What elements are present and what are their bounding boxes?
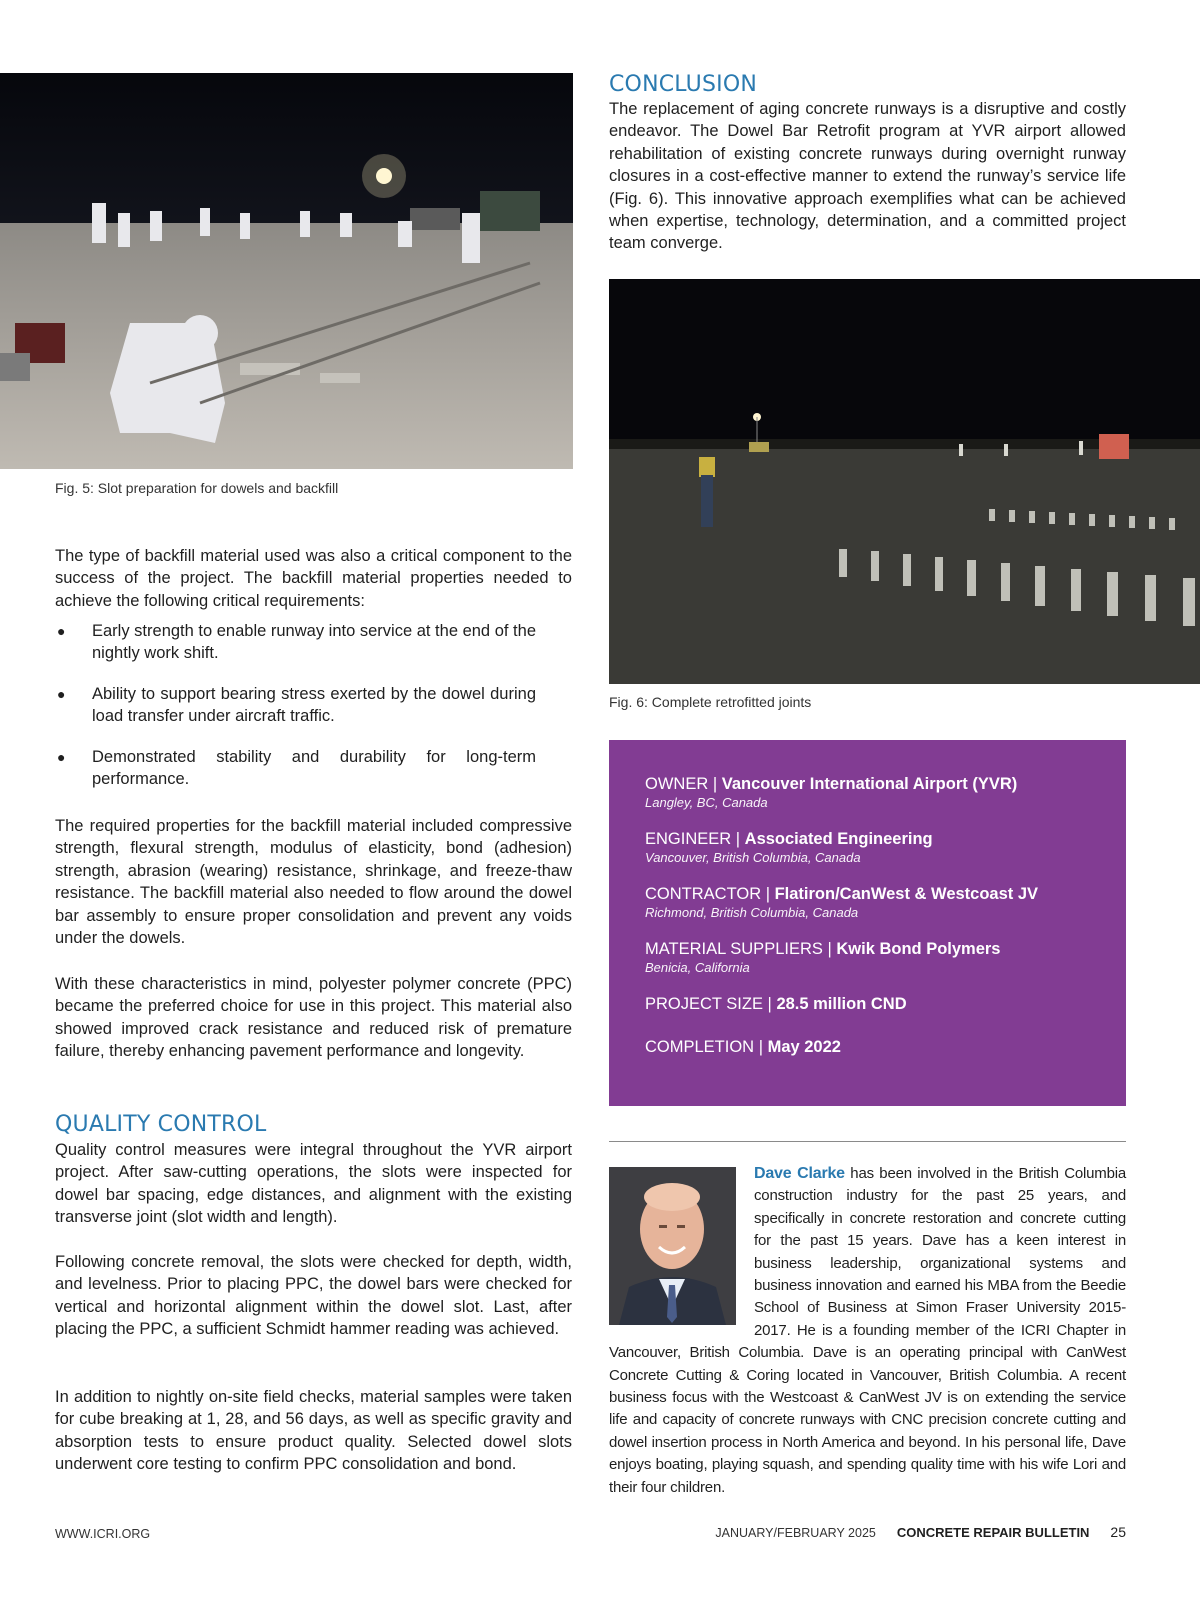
bullet-icon: ● [57,623,66,639]
list-item: ● Early strength to enable runway into service at the end of the nightly work shift. [57,622,536,663]
backfill-properties: The required properties for the backfill material included compressive strength, flexural strength, modulus of elasticity, bond (adhesion) strength, abrasion (wearing) resistance, shrinkage, and freeze-thaw resistance. The backfill material also needed to flow around the dowel bar assembly to ensure proper consolidation and prevent any voids under the dowels. [55,817,572,948]
backfill-ppc: With these characteristics in mind, polyester polymer concrete (PPC) became the preferred choice for use in this project. This material also showed improved crack resistance and reduced risk of premature failure, thereby enhancing pavement performance and longevity. [55,975,572,1061]
quality-para-2: Following concrete removal, the slots were checked for depth, width, and levelness. Prior to placing PPC, the dowel bars were checked for vertical and horizontal alignment within the dowel slot. Last, after placing the PPC, a sufficient Schmidt hammer reading was achieved. [55,1253,572,1339]
info-row-project-size: PROJECT SIZE | 28.5 million CND [645,995,907,1013]
conclusion-heading: CONCLUSION [609,72,757,97]
project-info-box [609,740,1126,1106]
bullet-icon: ● [57,748,66,765]
fig5-caption: Fig. 5: Slot preparation for dowels and backfill [55,480,339,496]
info-row-completion: COMPLETION | May 2022 [645,1038,841,1056]
photo-spacer [609,1163,754,1325]
quality-para-1: Quality control measures were integral throughout the YVR airport project. After saw-cutting operations, the slots were inspected for dowel bar spacing, edge distances, and alignment with the existing transverse joint (slot width and length). [55,1141,572,1227]
info-row-contractor: CONTRACTOR | Flatiron/CanWest & Westcoast JV Richmond, British Columbia, Canada [645,885,1039,920]
footer-publication: CONCRETE REPAIR BULLETIN [896,1525,1090,1540]
backfill-intro: The type of backfill material used was also a critical component to the success of the project. The backfill material properties needed to achieve the following critical requirements: [55,547,572,610]
conclusion-text: The replacement of aging concrete runways is a disruptive and costly endeavor. The Dowel Bar Retrofit program at YVR airport allowed rehabilitation of existing concrete runways during overnight runway closures in a cost-effective manner to extend the runway’s service life (Fig. 6). This innovative approach exemplifies what can be achieved when expertise, technology, determination, and a committed project team converge. [609,100,1126,253]
fig6-photo [609,279,1200,684]
list-item: ● Demonstrated stability and durability for long-term performance. [57,747,536,789]
fig6-caption: Fig. 6: Complete retrofitted joints [609,694,812,710]
bio-divider [609,1141,1126,1142]
fig5-photo [0,73,573,469]
bullet-icon: ● [57,685,66,702]
footer-website: WWW.ICRI.ORG [55,1527,151,1541]
page-number: 25 [1110,1524,1126,1540]
footer-issue: JANUARY/FEBRUARY 2025 [715,1526,876,1540]
author-bio-text: has been involved in the British Columbia construction industry for the past 25 years, and specifically in concrete restoration and concrete cutting for the past 15 years. Dave has a keen interest in business leadership, organizational systems and business innovation and earned his MBA from the Beedie School of Business at Simon Fraser University 2015-2017. He is a founding member of the ICRI Chapter in Vancouver, British Columbia. Dave is an operating principal with CanWest Concrete Cutting & Coring located in Vancouver, British Columbia. A recent business focus with the Westcoast & CanWest JV is on extending the service life and capacity of concrete runways with CNC precision concrete cutting and dowel insertion process in North America and beyond. In his personal life, Dave enjoys boating, playing squash, and spending quality time with his wife Lori and their four children. [609,1165,1126,1496]
info-row-engineer: ENGINEER | Associated Engineering Vancouver, British Columbia, Canada [645,830,933,865]
fig6-image [609,279,1200,684]
fig5-image [0,73,573,469]
quality-control-heading: QUALITY CONTROL [55,1112,267,1137]
info-row-owner: OWNER | Vancouver International Airport (YVR) Langley, BC, Canada [645,775,1018,810]
requirements-list [55,620,536,808]
quality-para-3: In addition to nightly on-site field checks, material samples were taken for cube breaking at 1, 28, and 56 days, as well as specific gravity and absorption tests to ensure product quality. Selected dowel slots underwent core testing to confirm PPC consolidation and bond. [55,1388,572,1474]
author-name: Dave Clarke [754,1165,845,1182]
author-bio [609,1163,1126,1499]
list-item: ● Ability to support bearing stress exerted by the dowel during load transfer under aircraft traffic. [57,684,536,726]
footer-right [700,1524,1126,1540]
info-row-suppliers: MATERIAL SUPPLIERS | Kwik Bond Polymers Benicia, California [645,940,1001,975]
